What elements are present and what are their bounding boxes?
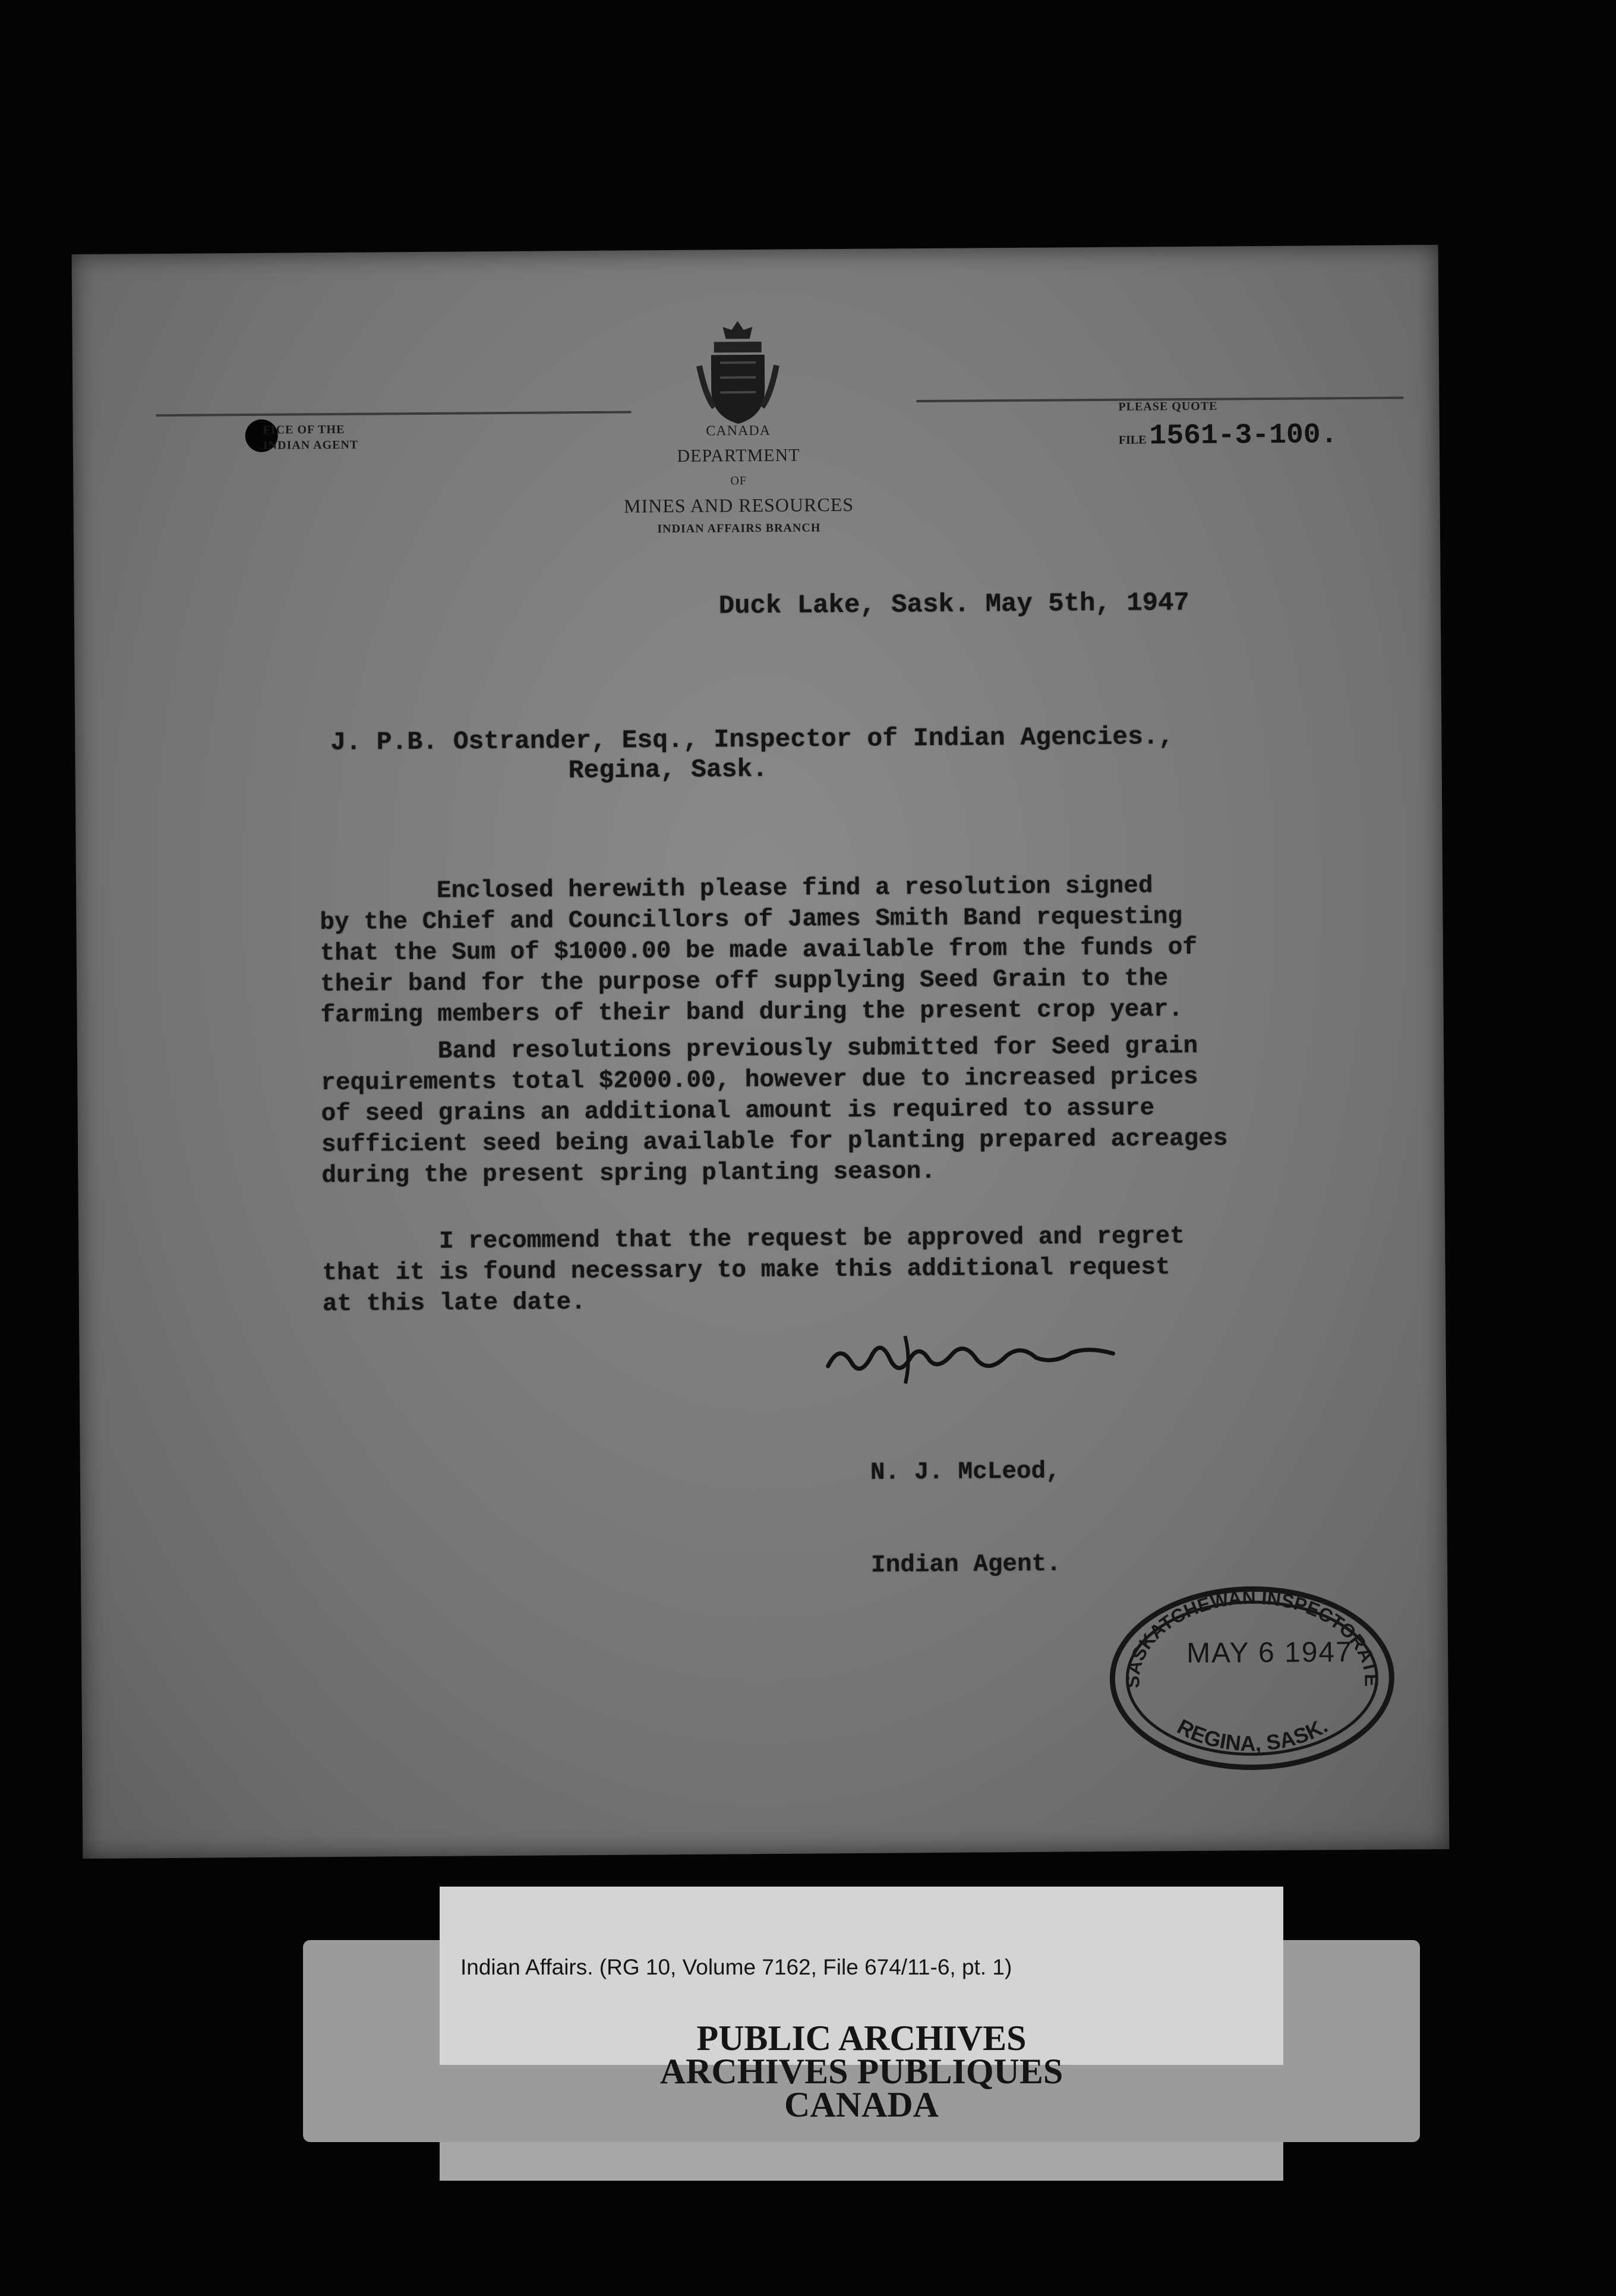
please-quote-label: PLEASE QUOTE [1118,399,1218,414]
coat-of-arms-icon [696,318,779,425]
stamp-bottom-text: REGINA, SASK. [1173,1713,1332,1756]
svg-text:REGINA, SASK. [1173,1713,1332,1756]
handwritten-signature [816,1323,1125,1390]
file-reference [1119,419,1338,453]
letterhead-mines-and-resources: MINES AND RESOURCES [623,493,854,517]
archive-label-bottom-strip [440,2142,1283,2181]
address-line-1: J. P.B. Ostrander, Esq., Inspector of Indian Agencies., [330,722,1174,758]
paragraph-requirements: Band resolutions previously submitted for Seed grain requirements total $2000.00, however due to increased prices of seed grains an additional amount is required to assure sufficient seed being available for planting prepared acreages during the present spring planting season. [320,1032,1228,1190]
letter-page [72,245,1450,1859]
paragraph-recommendation: I recommend that the request be approved and regret that it is found necessary to make this additional request at this late date. [322,1223,1185,1319]
signer-title: Indian Agent. [870,1550,1062,1579]
letterhead-of: OF [730,474,747,488]
received-stamp [1103,1576,1401,1774]
office-of-indian-agent [263,422,359,453]
stamp-top-text: SASKATCHEWAN INSPECTORATE [1122,1587,1383,1689]
signer-name: N. J. McLeod, [870,1458,1060,1487]
letterhead-department: DEPARTMENT [677,445,800,466]
paragraph-resolution: Enclosed herewith please find a resolution signed by the Chief and Councillors of James Smith Band requesting that the Sum of $1000.00 be made available from the funds of their band for the purpose off supplying Seed Grain to the farming members of their band during the present crop year. [319,872,1198,1030]
file-label: FILE [1118,433,1147,447]
file-number: 1561-3-100. [1149,419,1338,453]
dateline: Duck Lake, Sask. May 5th, 1947 [718,588,1190,622]
office-line-2: INDIAN AGENT [263,438,359,452]
office-line-1: FICE OF THE [263,422,345,437]
archive-country: CANADA [784,2085,939,2124]
archive-citation: Indian Affairs. (RG 10, Volume 7162, File 674/11-6, pt. 1) [460,1955,1012,1979]
letterhead-canada: CANADA [706,422,771,439]
archive-name-english: PUBLIC ARCHIVES [696,2019,1027,2058]
address-line-2: Regina, Sask. [568,754,768,786]
stamp-date: MAY 6 1947 [1186,1636,1353,1670]
letterhead-branch: INDIAN AFFAIRS BRANCH [657,521,821,536]
signature-block [870,1394,1062,1642]
archive-name-french: ARCHIVES PUBLIQUES [659,2052,1063,2091]
letterhead-rule-left [156,411,631,417]
